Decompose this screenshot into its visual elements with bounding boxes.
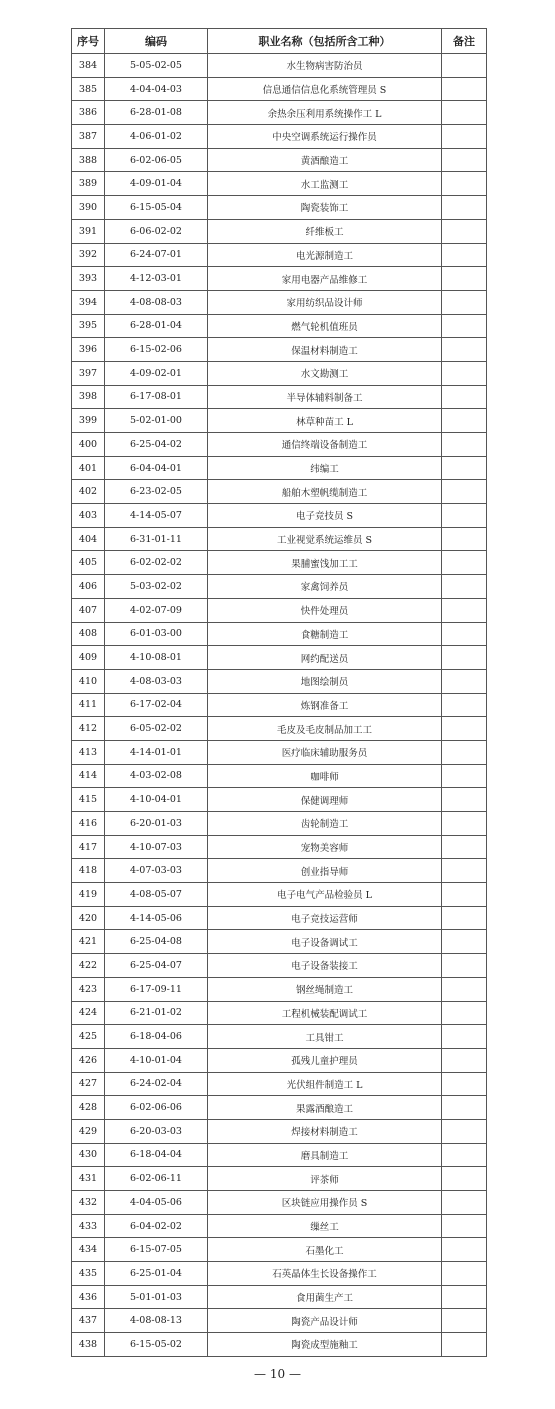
table-row bbox=[72, 267, 487, 291]
cell-code: 4-08-03-03 bbox=[105, 669, 208, 693]
cell-code: 4-10-04-01 bbox=[105, 788, 208, 812]
cell-occupation-name: 信息通信信息化系统管理员 S bbox=[208, 77, 442, 101]
table-row bbox=[72, 77, 487, 101]
cell-code: 4-04-04-03 bbox=[105, 77, 208, 101]
cell-seq: 437 bbox=[72, 1309, 105, 1333]
cell-remarks bbox=[442, 812, 487, 836]
table-row bbox=[72, 101, 487, 125]
table-row bbox=[72, 1238, 487, 1262]
cell-remarks bbox=[442, 1238, 487, 1262]
cell-remarks bbox=[442, 764, 487, 788]
table-row bbox=[72, 551, 487, 575]
cell-remarks bbox=[442, 361, 487, 385]
cell-occupation-name: 电子电气产品检验员 L bbox=[208, 883, 442, 907]
cell-occupation-name: 光伏组件制造工 L bbox=[208, 1072, 442, 1096]
cell-seq: 426 bbox=[72, 1048, 105, 1072]
cell-remarks bbox=[442, 1048, 487, 1072]
cell-remarks bbox=[442, 740, 487, 764]
cell-seq: 427 bbox=[72, 1072, 105, 1096]
cell-occupation-name: 创业指导师 bbox=[208, 859, 442, 883]
cell-remarks bbox=[442, 219, 487, 243]
cell-occupation-name: 缫丝工 bbox=[208, 1214, 442, 1238]
cell-code: 4-07-03-03 bbox=[105, 859, 208, 883]
cell-occupation-name: 保温材料制造工 bbox=[208, 338, 442, 362]
cell-code: 6-01-03-00 bbox=[105, 622, 208, 646]
table-row bbox=[72, 693, 487, 717]
cell-occupation-name: 陶瓷装饰工 bbox=[208, 196, 442, 220]
cell-seq: 420 bbox=[72, 906, 105, 930]
table-row bbox=[72, 125, 487, 149]
cell-remarks bbox=[442, 527, 487, 551]
cell-code: 6-25-01-04 bbox=[105, 1262, 208, 1286]
table-row bbox=[72, 456, 487, 480]
table-row bbox=[72, 433, 487, 457]
cell-remarks bbox=[442, 646, 487, 670]
cell-seq: 385 bbox=[72, 77, 105, 101]
table-row bbox=[72, 54, 487, 78]
header-occupation-name: 职业名称（包括所含工种） bbox=[208, 29, 442, 54]
cell-seq: 409 bbox=[72, 646, 105, 670]
table-row bbox=[72, 196, 487, 220]
cell-remarks bbox=[442, 1191, 487, 1215]
header-code: 编码 bbox=[105, 29, 208, 54]
cell-code: 4-08-08-13 bbox=[105, 1309, 208, 1333]
cell-occupation-name: 果露酒酿造工 bbox=[208, 1096, 442, 1120]
cell-seq: 422 bbox=[72, 954, 105, 978]
cell-remarks bbox=[442, 835, 487, 859]
table-row bbox=[72, 598, 487, 622]
cell-remarks bbox=[442, 1025, 487, 1049]
table-row bbox=[72, 361, 487, 385]
cell-remarks bbox=[442, 433, 487, 457]
cell-occupation-name: 毛皮及毛皮制品加工工 bbox=[208, 717, 442, 741]
cell-code: 4-06-01-02 bbox=[105, 125, 208, 149]
cell-occupation-name: 医疗临床辅助服务员 bbox=[208, 740, 442, 764]
cell-code: 6-17-09-11 bbox=[105, 977, 208, 1001]
cell-seq: 392 bbox=[72, 243, 105, 267]
cell-code: 4-04-05-06 bbox=[105, 1191, 208, 1215]
cell-code: 6-05-02-02 bbox=[105, 717, 208, 741]
cell-seq: 434 bbox=[72, 1238, 105, 1262]
table-row bbox=[72, 504, 487, 528]
cell-remarks bbox=[442, 456, 487, 480]
cell-code: 6-02-02-02 bbox=[105, 551, 208, 575]
cell-code: 4-14-05-06 bbox=[105, 906, 208, 930]
cell-code: 4-10-08-01 bbox=[105, 646, 208, 670]
cell-occupation-name: 孤残儿童护理员 bbox=[208, 1048, 442, 1072]
cell-remarks bbox=[442, 1285, 487, 1309]
cell-seq: 419 bbox=[72, 883, 105, 907]
cell-occupation-name: 纬编工 bbox=[208, 456, 442, 480]
table-row bbox=[72, 1001, 487, 1025]
cell-remarks bbox=[442, 314, 487, 338]
cell-code: 6-24-07-01 bbox=[105, 243, 208, 267]
cell-code: 5-02-01-00 bbox=[105, 409, 208, 433]
table-row bbox=[72, 1167, 487, 1191]
table-row bbox=[72, 219, 487, 243]
table-row bbox=[72, 646, 487, 670]
cell-occupation-name: 船舶木塑帆缆制造工 bbox=[208, 480, 442, 504]
cell-seq: 436 bbox=[72, 1285, 105, 1309]
cell-code: 5-05-02-05 bbox=[105, 54, 208, 78]
cell-remarks bbox=[442, 1143, 487, 1167]
cell-seq: 408 bbox=[72, 622, 105, 646]
table-row bbox=[72, 859, 487, 883]
table-row bbox=[72, 1096, 487, 1120]
cell-code: 4-03-02-08 bbox=[105, 764, 208, 788]
cell-seq: 406 bbox=[72, 575, 105, 599]
cell-remarks bbox=[442, 1001, 487, 1025]
cell-remarks bbox=[442, 906, 487, 930]
cell-code: 6-24-02-04 bbox=[105, 1072, 208, 1096]
cell-seq: 433 bbox=[72, 1214, 105, 1238]
cell-occupation-name: 石墨化工 bbox=[208, 1238, 442, 1262]
cell-code: 6-21-01-02 bbox=[105, 1001, 208, 1025]
table-row bbox=[72, 835, 487, 859]
cell-code: 6-06-02-02 bbox=[105, 219, 208, 243]
table-row bbox=[72, 1025, 487, 1049]
cell-occupation-name: 宠物美容师 bbox=[208, 835, 442, 859]
cell-seq: 415 bbox=[72, 788, 105, 812]
header-seq: 序号 bbox=[72, 29, 105, 54]
cell-remarks bbox=[442, 290, 487, 314]
cell-code: 4-02-07-09 bbox=[105, 598, 208, 622]
cell-occupation-name: 工具钳工 bbox=[208, 1025, 442, 1049]
cell-code: 4-14-01-01 bbox=[105, 740, 208, 764]
cell-code: 6-15-02-06 bbox=[105, 338, 208, 362]
cell-remarks bbox=[442, 575, 487, 599]
cell-code: 6-23-02-05 bbox=[105, 480, 208, 504]
cell-seq: 410 bbox=[72, 669, 105, 693]
cell-seq: 405 bbox=[72, 551, 105, 575]
cell-code: 6-31-01-11 bbox=[105, 527, 208, 551]
cell-occupation-name: 评茶师 bbox=[208, 1167, 442, 1191]
cell-seq: 429 bbox=[72, 1119, 105, 1143]
cell-remarks bbox=[442, 1119, 487, 1143]
cell-seq: 417 bbox=[72, 835, 105, 859]
cell-seq: 402 bbox=[72, 480, 105, 504]
cell-occupation-name: 咖啡师 bbox=[208, 764, 442, 788]
cell-code: 6-02-06-06 bbox=[105, 1096, 208, 1120]
cell-seq: 413 bbox=[72, 740, 105, 764]
table-header bbox=[72, 29, 487, 54]
cell-occupation-name: 家用电器产品维修工 bbox=[208, 267, 442, 291]
table-row bbox=[72, 1191, 487, 1215]
cell-occupation-name: 陶瓷成型施釉工 bbox=[208, 1333, 442, 1357]
cell-seq: 414 bbox=[72, 764, 105, 788]
cell-seq: 423 bbox=[72, 977, 105, 1001]
cell-occupation-name: 通信终端设备制造工 bbox=[208, 433, 442, 457]
table-row bbox=[72, 1309, 487, 1333]
cell-remarks bbox=[442, 338, 487, 362]
cell-seq: 403 bbox=[72, 504, 105, 528]
cell-code: 6-25-04-02 bbox=[105, 433, 208, 457]
cell-occupation-name: 工业视觉系统运维员 S bbox=[208, 527, 442, 551]
cell-code: 6-25-04-08 bbox=[105, 930, 208, 954]
table-row bbox=[72, 243, 487, 267]
cell-seq: 412 bbox=[72, 717, 105, 741]
cell-seq: 432 bbox=[72, 1191, 105, 1215]
cell-remarks bbox=[442, 1262, 487, 1286]
cell-occupation-name: 中央空调系统运行操作员 bbox=[208, 125, 442, 149]
cell-occupation-name: 电子竞技员 S bbox=[208, 504, 442, 528]
cell-occupation-name: 保健调理师 bbox=[208, 788, 442, 812]
cell-remarks bbox=[442, 693, 487, 717]
cell-code: 6-15-05-04 bbox=[105, 196, 208, 220]
cell-occupation-name: 黄酒酿造工 bbox=[208, 148, 442, 172]
cell-remarks bbox=[442, 148, 487, 172]
cell-seq: 401 bbox=[72, 456, 105, 480]
cell-occupation-name: 纤维板工 bbox=[208, 219, 442, 243]
cell-remarks bbox=[442, 1333, 487, 1357]
table-row bbox=[72, 1143, 487, 1167]
cell-code: 6-18-04-06 bbox=[105, 1025, 208, 1049]
cell-seq: 400 bbox=[72, 433, 105, 457]
cell-code: 6-04-04-01 bbox=[105, 456, 208, 480]
cell-seq: 395 bbox=[72, 314, 105, 338]
cell-remarks bbox=[442, 1096, 487, 1120]
cell-code: 5-01-01-03 bbox=[105, 1285, 208, 1309]
cell-remarks bbox=[442, 1167, 487, 1191]
table-row bbox=[72, 1285, 487, 1309]
cell-remarks bbox=[442, 788, 487, 812]
table-row bbox=[72, 1333, 487, 1357]
cell-code: 4-08-08-03 bbox=[105, 290, 208, 314]
cell-remarks bbox=[442, 859, 487, 883]
cell-code: 4-12-03-01 bbox=[105, 267, 208, 291]
cell-seq: 430 bbox=[72, 1143, 105, 1167]
table-row bbox=[72, 788, 487, 812]
cell-seq: 396 bbox=[72, 338, 105, 362]
occupation-table bbox=[71, 28, 487, 1357]
cell-occupation-name: 磨具制造工 bbox=[208, 1143, 442, 1167]
cell-remarks bbox=[442, 598, 487, 622]
table-row bbox=[72, 480, 487, 504]
table-row bbox=[72, 906, 487, 930]
cell-occupation-name: 水工监测工 bbox=[208, 172, 442, 196]
cell-seq: 399 bbox=[72, 409, 105, 433]
cell-seq: 438 bbox=[72, 1333, 105, 1357]
cell-occupation-name: 水文勘测工 bbox=[208, 361, 442, 385]
cell-occupation-name: 水生物病害防治员 bbox=[208, 54, 442, 78]
cell-remarks bbox=[442, 409, 487, 433]
cell-occupation-name: 半导体辅料制备工 bbox=[208, 385, 442, 409]
cell-seq: 411 bbox=[72, 693, 105, 717]
cell-code: 4-09-01-04 bbox=[105, 172, 208, 196]
cell-occupation-name: 网约配送员 bbox=[208, 646, 442, 670]
cell-remarks bbox=[442, 101, 487, 125]
cell-seq: 428 bbox=[72, 1096, 105, 1120]
table-row bbox=[72, 409, 487, 433]
cell-remarks bbox=[442, 622, 487, 646]
cell-seq: 421 bbox=[72, 930, 105, 954]
cell-seq: 394 bbox=[72, 290, 105, 314]
table-row bbox=[72, 172, 487, 196]
cell-code: 6-20-03-03 bbox=[105, 1119, 208, 1143]
cell-remarks bbox=[442, 717, 487, 741]
cell-occupation-name: 地图绘制员 bbox=[208, 669, 442, 693]
cell-seq: 424 bbox=[72, 1001, 105, 1025]
cell-code: 6-15-07-05 bbox=[105, 1238, 208, 1262]
table-row bbox=[72, 740, 487, 764]
cell-code: 4-14-05-07 bbox=[105, 504, 208, 528]
cell-seq: 398 bbox=[72, 385, 105, 409]
cell-remarks bbox=[442, 1214, 487, 1238]
cell-seq: 435 bbox=[72, 1262, 105, 1286]
table-row bbox=[72, 622, 487, 646]
cell-seq: 397 bbox=[72, 361, 105, 385]
cell-seq: 393 bbox=[72, 267, 105, 291]
cell-code: 4-10-07-03 bbox=[105, 835, 208, 859]
cell-code: 6-02-06-11 bbox=[105, 1167, 208, 1191]
cell-seq: 431 bbox=[72, 1167, 105, 1191]
cell-remarks bbox=[442, 385, 487, 409]
cell-occupation-name: 陶瓷产品设计师 bbox=[208, 1309, 442, 1333]
cell-code: 4-08-05-07 bbox=[105, 883, 208, 907]
cell-remarks bbox=[442, 930, 487, 954]
table-row bbox=[72, 717, 487, 741]
cell-seq: 388 bbox=[72, 148, 105, 172]
page-number: — 10 — bbox=[254, 1367, 301, 1381]
cell-code: 6-17-08-01 bbox=[105, 385, 208, 409]
cell-remarks bbox=[442, 172, 487, 196]
cell-remarks bbox=[442, 504, 487, 528]
cell-seq: 391 bbox=[72, 219, 105, 243]
cell-remarks bbox=[442, 954, 487, 978]
table-row bbox=[72, 338, 487, 362]
cell-seq: 407 bbox=[72, 598, 105, 622]
cell-code: 6-02-06-05 bbox=[105, 148, 208, 172]
cell-occupation-name: 余热余压利用系统操作工 L bbox=[208, 101, 442, 125]
cell-code: 6-28-01-08 bbox=[105, 101, 208, 125]
cell-remarks bbox=[442, 669, 487, 693]
cell-occupation-name: 区块链应用操作员 S bbox=[208, 1191, 442, 1215]
cell-occupation-name: 石英晶体生长设备操作工 bbox=[208, 1262, 442, 1286]
table-row bbox=[72, 385, 487, 409]
cell-seq: 389 bbox=[72, 172, 105, 196]
cell-occupation-name: 燃气轮机值班员 bbox=[208, 314, 442, 338]
cell-occupation-name: 齿轮制造工 bbox=[208, 812, 442, 836]
table-row bbox=[72, 669, 487, 693]
cell-occupation-name: 炼钢准备工 bbox=[208, 693, 442, 717]
cell-remarks bbox=[442, 54, 487, 78]
cell-seq: 425 bbox=[72, 1025, 105, 1049]
table-row bbox=[72, 930, 487, 954]
cell-code: 5-03-02-02 bbox=[105, 575, 208, 599]
cell-occupation-name: 电子竞技运营师 bbox=[208, 906, 442, 930]
table-row bbox=[72, 883, 487, 907]
cell-code: 6-17-02-04 bbox=[105, 693, 208, 717]
cell-remarks bbox=[442, 977, 487, 1001]
cell-remarks bbox=[442, 480, 487, 504]
cell-occupation-name: 工程机械装配调试工 bbox=[208, 1001, 442, 1025]
table-row bbox=[72, 1214, 487, 1238]
cell-seq: 390 bbox=[72, 196, 105, 220]
cell-occupation-name: 焊接材料制造工 bbox=[208, 1119, 442, 1143]
table-row bbox=[72, 290, 487, 314]
table-row bbox=[72, 148, 487, 172]
cell-occupation-name: 林草种苗工 L bbox=[208, 409, 442, 433]
cell-seq: 418 bbox=[72, 859, 105, 883]
cell-remarks bbox=[442, 243, 487, 267]
cell-occupation-name: 家禽饲养员 bbox=[208, 575, 442, 599]
header-remarks: 备注 bbox=[442, 29, 487, 54]
table-body bbox=[72, 54, 487, 1357]
table-row bbox=[72, 812, 487, 836]
cell-occupation-name: 食糖制造工 bbox=[208, 622, 442, 646]
cell-remarks bbox=[442, 125, 487, 149]
cell-code: 6-15-05-02 bbox=[105, 1333, 208, 1357]
table-row bbox=[72, 1048, 487, 1072]
cell-occupation-name: 家用纺织品设计师 bbox=[208, 290, 442, 314]
cell-remarks bbox=[442, 196, 487, 220]
cell-seq: 387 bbox=[72, 125, 105, 149]
cell-remarks bbox=[442, 1309, 487, 1333]
header-row bbox=[72, 29, 487, 54]
table-row bbox=[72, 575, 487, 599]
cell-occupation-name: 钢丝绳制造工 bbox=[208, 977, 442, 1001]
cell-occupation-name: 电子设备装接工 bbox=[208, 954, 442, 978]
cell-code: 6-28-01-04 bbox=[105, 314, 208, 338]
table-row bbox=[72, 1262, 487, 1286]
cell-code: 6-04-02-02 bbox=[105, 1214, 208, 1238]
cell-seq: 384 bbox=[72, 54, 105, 78]
cell-seq: 404 bbox=[72, 527, 105, 551]
cell-code: 4-09-02-01 bbox=[105, 361, 208, 385]
cell-occupation-name: 电光源制造工 bbox=[208, 243, 442, 267]
table-row bbox=[72, 764, 487, 788]
cell-occupation-name: 快件处理员 bbox=[208, 598, 442, 622]
cell-remarks bbox=[442, 1072, 487, 1096]
table-row bbox=[72, 314, 487, 338]
table-row bbox=[72, 527, 487, 551]
cell-remarks bbox=[442, 883, 487, 907]
cell-seq: 416 bbox=[72, 812, 105, 836]
cell-occupation-name: 食用菌生产工 bbox=[208, 1285, 442, 1309]
cell-code: 6-25-04-07 bbox=[105, 954, 208, 978]
table-row bbox=[72, 977, 487, 1001]
cell-occupation-name: 果脯蜜饯加工工 bbox=[208, 551, 442, 575]
cell-seq: 386 bbox=[72, 101, 105, 125]
table-row bbox=[72, 1072, 487, 1096]
cell-code: 6-20-01-03 bbox=[105, 812, 208, 836]
cell-occupation-name: 电子设备调试工 bbox=[208, 930, 442, 954]
table-row bbox=[72, 954, 487, 978]
cell-code: 6-18-04-04 bbox=[105, 1143, 208, 1167]
cell-remarks bbox=[442, 267, 487, 291]
cell-code: 4-10-01-04 bbox=[105, 1048, 208, 1072]
cell-remarks bbox=[442, 77, 487, 101]
table-row bbox=[72, 1119, 487, 1143]
cell-remarks bbox=[442, 551, 487, 575]
